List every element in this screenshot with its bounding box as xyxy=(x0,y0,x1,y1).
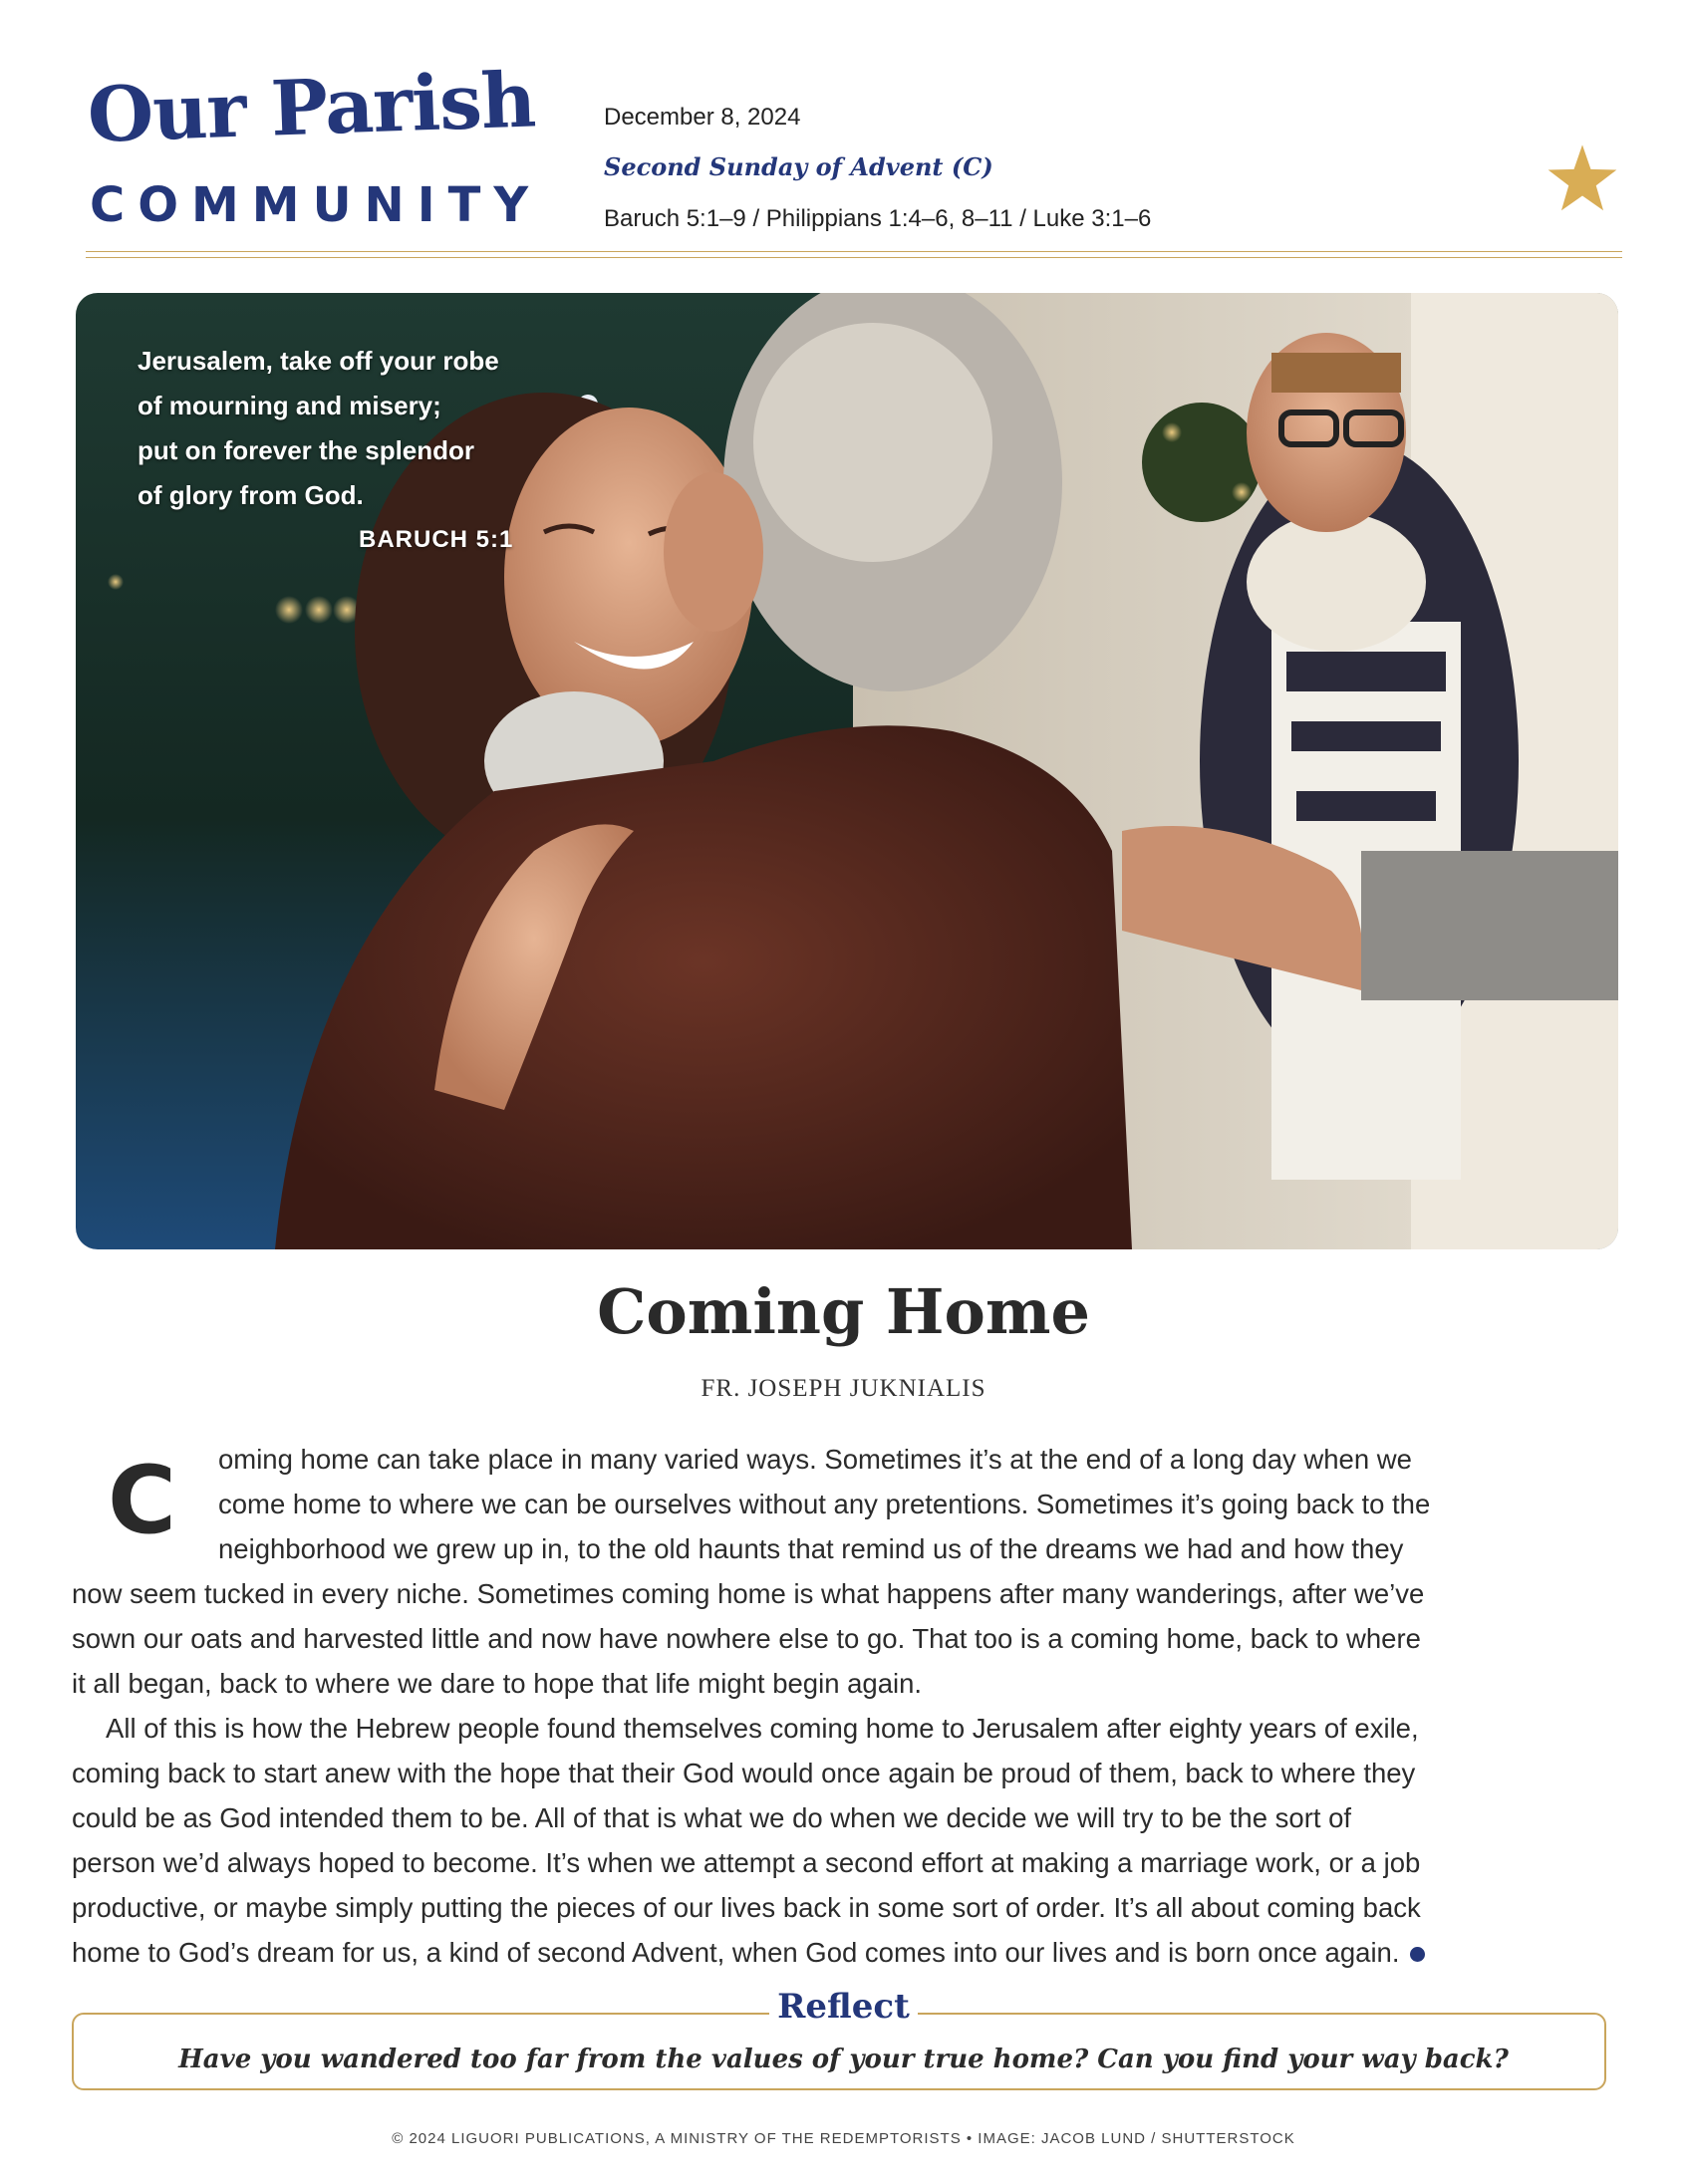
header-rule-secondary xyxy=(86,257,1622,258)
article-author: FR. JOSEPH JUKNIALIS xyxy=(701,1375,986,1402)
readings: Baruch 5:1–9 / Philippians 1:4–6, 8–11 / Luke 3:1–6 xyxy=(604,205,1152,232)
logo-title: Our Parish xyxy=(86,55,537,159)
quote-line: of glory from God. xyxy=(138,480,364,510)
quote-line: of mourning and misery; xyxy=(138,391,441,420)
header-rule xyxy=(86,251,1622,252)
logo-subtitle: COMMUNITY xyxy=(90,177,542,233)
body-line: All of this is how the Hebrew people found themselves coming home to Jerusalem after eighty years of exile, xyxy=(106,1713,1419,1744)
body-line: oming home can take place in many varied ways. Sometimes it’s at the end of a long day when we xyxy=(218,1444,1412,1475)
body-line: neighborhood we grew up in, to the old haunts that remind us of the dreams we had and how they xyxy=(218,1533,1404,1564)
body-line: person we’d always hoped to become. It’s when we attempt a second effort at making a marriage work, or a job xyxy=(72,1847,1421,1878)
body-line-text: home to God’s dream for us, a kind of second Advent, when God comes into our lives and is born once again. xyxy=(72,1937,1400,1968)
body-line: come home to where we can be ourselves without any pretentions. Sometimes it’s going back to the xyxy=(218,1489,1431,1519)
scripture-quote xyxy=(138,339,556,518)
end-mark-icon xyxy=(1410,1947,1425,1962)
star-icon xyxy=(1546,143,1618,211)
reflect-question: Have you wandered too far from the values of your true home? Can you find your way back? xyxy=(178,2045,1509,2074)
article-title: Coming Home xyxy=(597,1275,1090,1348)
issue-date: December 8, 2024 xyxy=(604,104,801,131)
body-line: could be as God intended them to be. All of that is what we do when we decide we will try to be the sort of xyxy=(72,1802,1352,1833)
drop-cap: C xyxy=(108,1447,176,1555)
quote-citation: BARUCH 5:1 xyxy=(359,526,514,553)
liturgical-day: Second Sunday of Advent (C) xyxy=(604,152,993,181)
body-line: it all began, back to where we dare to hope that life might begin again. xyxy=(72,1668,923,1699)
footer-credit: © 2024 LIGUORI PUBLICATIONS, A MINISTRY OF THE REDEMPTORISTS • IMAGE: JACOB LUND / SHUTTERSTOCK xyxy=(392,2130,1295,2147)
article-body xyxy=(72,1437,1596,1975)
body-line-last xyxy=(72,1930,1596,1975)
quote-line: Jerusalem, take off your robe xyxy=(138,346,499,376)
body-line: sown our oats and harvested little and now have nowhere else to go. That too is a coming home, back to where xyxy=(72,1623,1421,1654)
body-line: productive, or maybe simply putting the pieces of our lives back in some sort of order. It’s all about coming back xyxy=(72,1892,1421,1923)
reflect-heading xyxy=(0,1987,1687,2027)
body-line: now seem tucked in every niche. Sometimes coming home is what happens after many wanderings, after we’ve xyxy=(72,1578,1425,1609)
reflect-title: Reflect xyxy=(769,1987,918,2027)
body-line: coming back to start anew with the hope that their God would once again be proud of them, back to where they xyxy=(72,1758,1416,1788)
masthead xyxy=(0,0,1687,269)
quote-line: put on forever the splendor xyxy=(138,435,475,465)
